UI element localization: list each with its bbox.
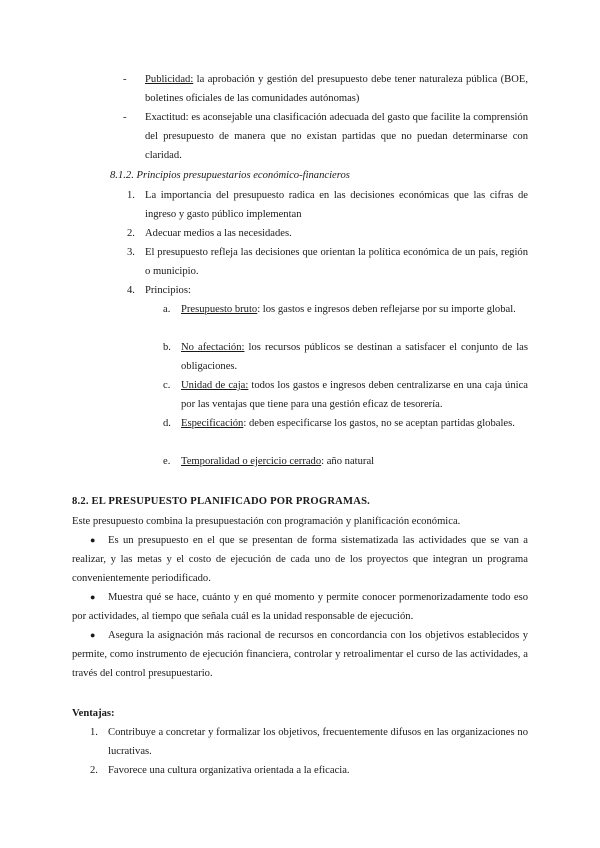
principle-text: : deben especificarse los gastos, no se aceptan partidas globales. (243, 418, 515, 429)
intro-paragraph: Este presupuesto combina la presupuestación con programación y planificación económica. (72, 516, 461, 527)
ventaja-text: Favorece una cultura organizativa orientada a la eficacia. (108, 765, 350, 776)
bullet-marker: ● (90, 592, 96, 602)
dash-marker: - (123, 112, 127, 123)
letter-marker: c. (163, 380, 171, 391)
numbered-text: Adecuar medios a las necesidades. (145, 228, 292, 239)
principle-text: : los gastos e ingresos deben reflejarse por su importe global. (257, 304, 516, 315)
exactitud-text: Exactitud: es aconsejable una clasificación adecuada del gasto que facilite la comprensión del presupuesto de manera que no existan partidas que no puedan determinarse con claridad. (145, 112, 528, 161)
ventaja-text: Contribuye a concretar y formalizar los objetivos, frecuentemente difusos en las organizaciones no lucrativas. (108, 727, 528, 757)
list-item-publicidad (123, 70, 528, 108)
number-marker: 1. (127, 190, 135, 201)
subheading: 8.1.2. Principios presupuestarios económico-financieros (110, 170, 350, 181)
principle-text: : año natural (321, 456, 375, 467)
section-heading: 8.2. EL PRESUPUESTO PLANIFICADO POR PROGRAMAS. (72, 496, 371, 507)
number-marker: 3. (127, 247, 135, 258)
principle-item (163, 376, 528, 414)
principle-term: Temporalidad o ejercicio cerrado (181, 456, 322, 467)
publicidad-text: la aprobación y gestión del presupuesto debe tener naturaleza pública (BOE, boletines oficiales de las comunidades autónomas) (145, 74, 528, 104)
bullet-item (72, 588, 528, 626)
numbered-item (127, 186, 528, 224)
numbered-text: La importancia del presupuesto radica en las decisiones económicas que las cifras de ingreso y gasto público implementan (145, 190, 528, 220)
principle-term: No afectación: (181, 342, 245, 353)
principle-item (163, 414, 528, 433)
number-marker: 1. (90, 727, 98, 738)
ventaja-item (90, 761, 528, 780)
bullet-item (72, 531, 528, 588)
numbered-item (127, 243, 528, 281)
list-item-exactitud (123, 108, 528, 165)
bullet-text: Muestra qué se hace, cuánto y en qué momento y permite conocer pormenorizadamente todo eso por actividades, al tiempo que señala cuál es la unidad responsable de ejecución. (72, 592, 528, 622)
bullet-item (72, 626, 528, 683)
term-publicidad: Publicidad: (145, 74, 194, 85)
principle-item (163, 338, 528, 376)
principle-term: Especificación (181, 418, 244, 429)
principle-item (163, 300, 528, 319)
numbered-text: Principios: (145, 285, 191, 296)
dash-marker: - (123, 74, 127, 85)
numbered-item (127, 224, 528, 243)
principle-text: todos los gastos e ingresos deben centralizarse en una caja única por las ventajas que tiene para una gestión eficaz de tesorería. (181, 380, 528, 410)
letter-marker: d. (163, 418, 171, 429)
number-marker: 2. (90, 765, 98, 776)
letter-marker: b. (163, 342, 171, 353)
letter-marker: e. (163, 456, 171, 467)
principle-term: Presupuesto bruto (181, 304, 258, 315)
bullet-marker: ● (90, 630, 96, 640)
letter-marker: a. (163, 304, 171, 315)
principle-text: los recursos públicos se destinan a satisfacer el conjunto de las obligaciones. (181, 342, 528, 372)
bullet-marker: ● (90, 535, 96, 545)
bullet-text: Asegura la asignación más racional de recursos en concordancia con los objetivos establecidos y permite, como instrumento de ejecución financiera, controlar y retroalimentar el curso de las actividades, a través del control presupuestario. (72, 630, 528, 679)
ventaja-item (90, 723, 528, 761)
bullet-text: Es un presupuesto en el que se presentan de forma sistematizada las actividades que se van a realizar, y las metas y el costo de ejecución de cada uno de los proyectos que integran un programa convenientemente periodificado. (72, 535, 528, 584)
ventajas-heading: Ventajas: (72, 708, 115, 719)
numbered-item (127, 281, 528, 300)
number-marker: 2. (127, 228, 135, 239)
principle-item (163, 452, 528, 471)
principle-term: Unidad de caja: (181, 380, 249, 391)
number-marker: 4. (127, 285, 135, 296)
numbered-text: El presupuesto refleja las decisiones que orientan la política económica de un país, región o municipio. (145, 247, 528, 277)
